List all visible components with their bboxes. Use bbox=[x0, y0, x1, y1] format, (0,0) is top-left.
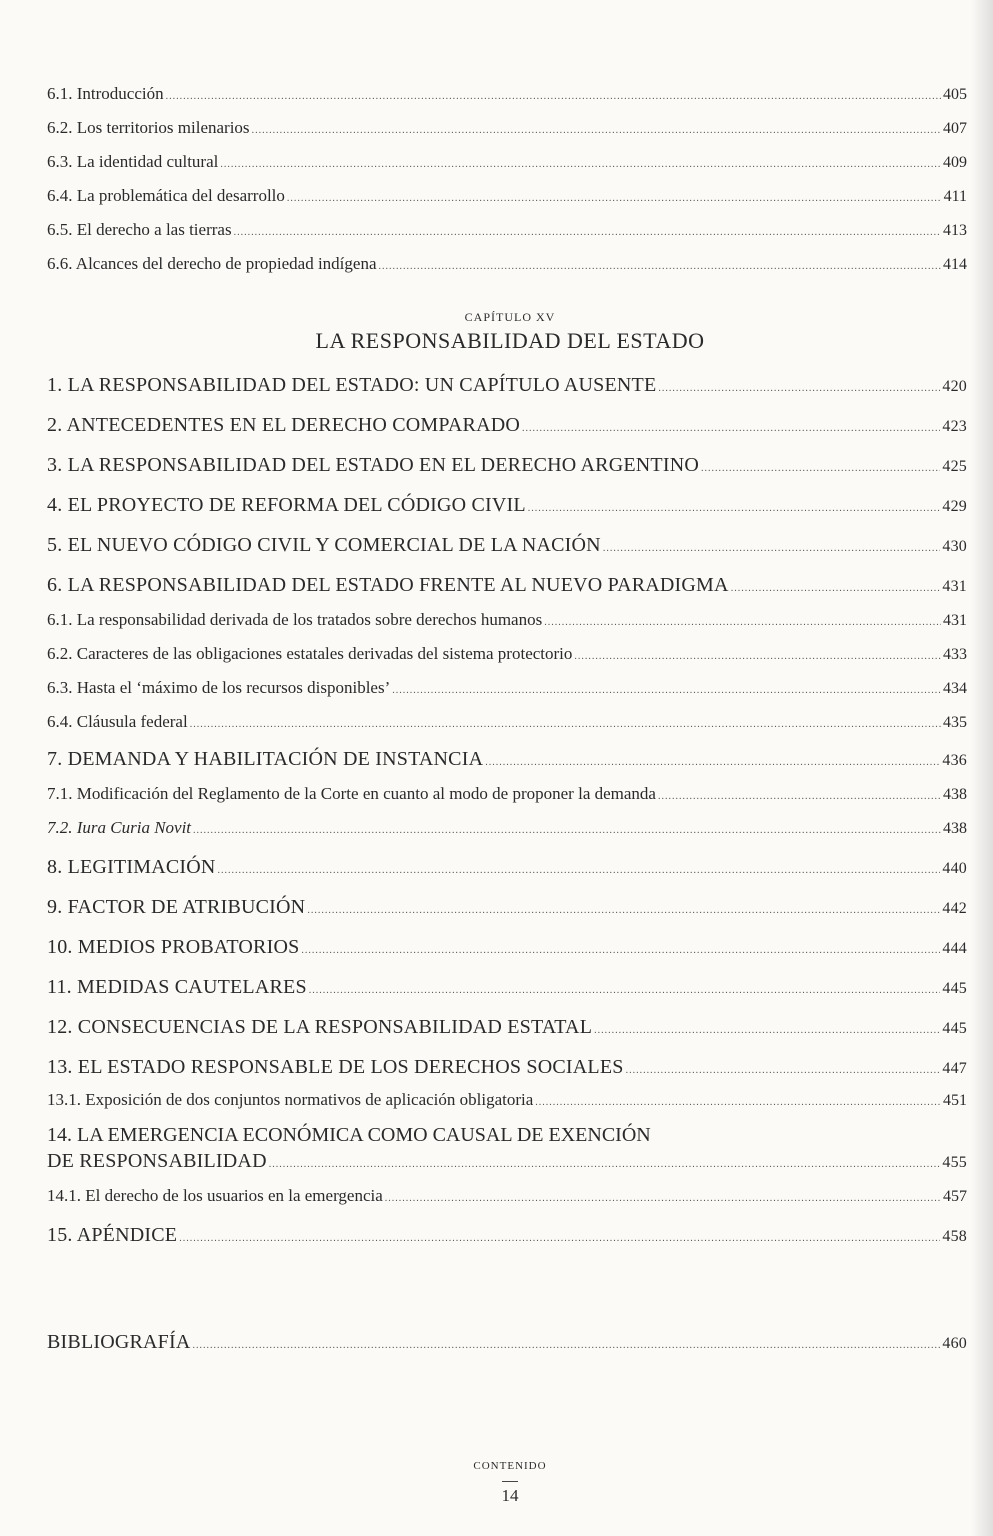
toc-entry-10: 10. MEDIOS PROBATORIOS ..... 444 bbox=[47, 936, 967, 976]
dot-leader bbox=[522, 414, 940, 437]
dot-leader bbox=[574, 644, 941, 664]
toc-entry-6-6: 6.6. Alcances del derecho de propiedad indígena ..... 414 bbox=[47, 254, 967, 288]
toc-entry-2: 2. ANTECEDENTES EN EL DERECHO COMPARADO ..... 423 bbox=[47, 414, 967, 454]
toc-entry-7-2: 7.2. Iura Curia Novit ..... 438 bbox=[47, 818, 967, 856]
toc-entry-6-1b: 6.1. La responsabilidad derivada de los tratados sobre derechos humanos ..... 431 bbox=[47, 610, 967, 644]
dot-leader bbox=[378, 254, 941, 274]
toc-entry-4: 4. EL PROYECTO DE REFORMA DEL CÓDIGO CIVIL ..... 429 bbox=[47, 494, 967, 534]
toc-entry-9: 9. FACTOR DE ATRIBUCIÓN ..... 442 bbox=[47, 896, 967, 936]
page-number: 14 bbox=[501, 1486, 519, 1505]
toc-entry-15: 15. APÉNDICE ..... 458 bbox=[47, 1224, 967, 1264]
dot-leader bbox=[544, 610, 941, 630]
toc-entry-6-2: 6.2. Los territorios milenarios ..... 407 bbox=[47, 118, 967, 152]
dot-leader bbox=[392, 678, 941, 698]
dot-leader bbox=[626, 1056, 941, 1079]
toc-entry-8: 8. LEGITIMACIÓN ..... 440 bbox=[47, 856, 967, 896]
toc-entry-12: 12. CONSECUENCIAS DE LA RESPONSABILIDAD ESTATAL ..... 445 bbox=[47, 1016, 967, 1056]
dot-leader bbox=[234, 220, 941, 240]
toc-entry-6: 6. LA RESPONSABILIDAD DEL ESTADO FRENTE AL NUEVO PARADIGMA ..... 431 bbox=[47, 574, 967, 610]
toc-entry-13: 13. EL ESTADO RESPONSABLE DE LOS DERECHOS SOCIALES ..... 447 bbox=[47, 1056, 967, 1090]
dot-leader bbox=[193, 818, 941, 838]
dot-leader bbox=[218, 856, 941, 879]
dot-leader bbox=[701, 454, 940, 477]
footer-section-label: CONTENIDO bbox=[473, 1460, 547, 1472]
toc-bibliography bbox=[47, 1331, 967, 1371]
toc-entry-6-3b: 6.3. Hasta el ‘máximo de los recursos disponibles’ ..... 434 bbox=[47, 678, 967, 712]
toc-chapter-xv bbox=[47, 374, 967, 1264]
toc-entry-bibliografia: BIBLIOGRAFÍA ..... 460 bbox=[47, 1331, 967, 1371]
toc-entry-11: 11. MEDIDAS CAUTELARES ..... 445 bbox=[47, 976, 967, 1016]
dot-leader bbox=[252, 118, 941, 138]
toc-entry-6-4: 6.4. La problemática del desarrollo ..... 411 bbox=[47, 186, 967, 220]
dot-leader bbox=[269, 1150, 941, 1173]
toc-entry-7-1: 7.1. Modificación del Reglamento de la Corte en cuanto al modo de proponer la demanda ..... 438 bbox=[47, 784, 967, 818]
toc-entry-5: 5. EL NUEVO CÓDIGO CIVIL Y COMERCIAL DE LA NACIÓN ..... 430 bbox=[47, 534, 967, 574]
dot-leader bbox=[179, 1224, 940, 1247]
toc-entry-3: 3. LA RESPONSABILIDAD DEL ESTADO EN EL DERECHO ARGENTINO ..... 425 bbox=[47, 454, 967, 494]
dot-leader bbox=[166, 84, 941, 104]
toc-entry-14: 14. LA EMERGENCIA ECONÓMICA COMO CAUSAL DE EXENCIÓN DE RESPONSABILIDAD ..... 455 bbox=[47, 1124, 967, 1186]
dot-leader bbox=[731, 574, 941, 597]
dot-leader bbox=[528, 494, 941, 517]
toc-entry-14-1: 14.1. El derecho de los usuarios en la emergencia ..... 457 bbox=[47, 1186, 967, 1224]
toc-entry-1: 1. LA RESPONSABILIDAD DEL ESTADO: UN CAPÍTULO AUSENTE ..... 420 bbox=[47, 374, 967, 414]
toc-continuation bbox=[47, 84, 967, 288]
dot-leader bbox=[301, 936, 940, 959]
page-edge-shadow bbox=[971, 0, 993, 1536]
toc-entry-13-1: 13.1. Exposición de dos conjuntos normativos de aplicación obligatoria ..... 451 bbox=[47, 1090, 967, 1124]
dot-leader bbox=[190, 712, 941, 732]
toc-entry-7: 7. DEMANDA Y HABILITACIÓN DE INSTANCIA ..... 436 bbox=[47, 748, 967, 784]
footer-rule bbox=[502, 1481, 518, 1482]
chapter-kicker: CAPÍTULO XV bbox=[464, 310, 556, 324]
dot-leader bbox=[594, 1016, 940, 1039]
dot-leader bbox=[220, 152, 941, 172]
toc-entry-6-3: 6.3. La identidad cultural ..... 409 bbox=[47, 152, 967, 186]
dot-leader bbox=[603, 534, 941, 557]
dot-leader bbox=[535, 1090, 941, 1110]
dot-leader bbox=[385, 1186, 941, 1206]
dot-leader bbox=[193, 1331, 941, 1354]
chapter-title: LA RESPONSABILIDAD DEL ESTADO bbox=[315, 328, 705, 353]
dot-leader bbox=[658, 374, 940, 397]
toc-entry-6-5: 6.5. El derecho a las tierras ..... 413 bbox=[47, 220, 967, 254]
dot-leader bbox=[287, 186, 942, 206]
dot-leader bbox=[307, 896, 940, 919]
dot-leader bbox=[485, 748, 940, 771]
toc-entry-6-2b: 6.2. Caracteres de las obligaciones estatales derivadas del sistema protectorio ..... 433 bbox=[47, 644, 967, 678]
toc-entry-6-4b: 6.4. Cláusula federal ..... 435 bbox=[47, 712, 967, 748]
toc-entry-6-1: 6.1. Introducción ..... 405 bbox=[47, 84, 967, 118]
dot-leader bbox=[658, 784, 941, 804]
dot-leader bbox=[309, 976, 941, 999]
